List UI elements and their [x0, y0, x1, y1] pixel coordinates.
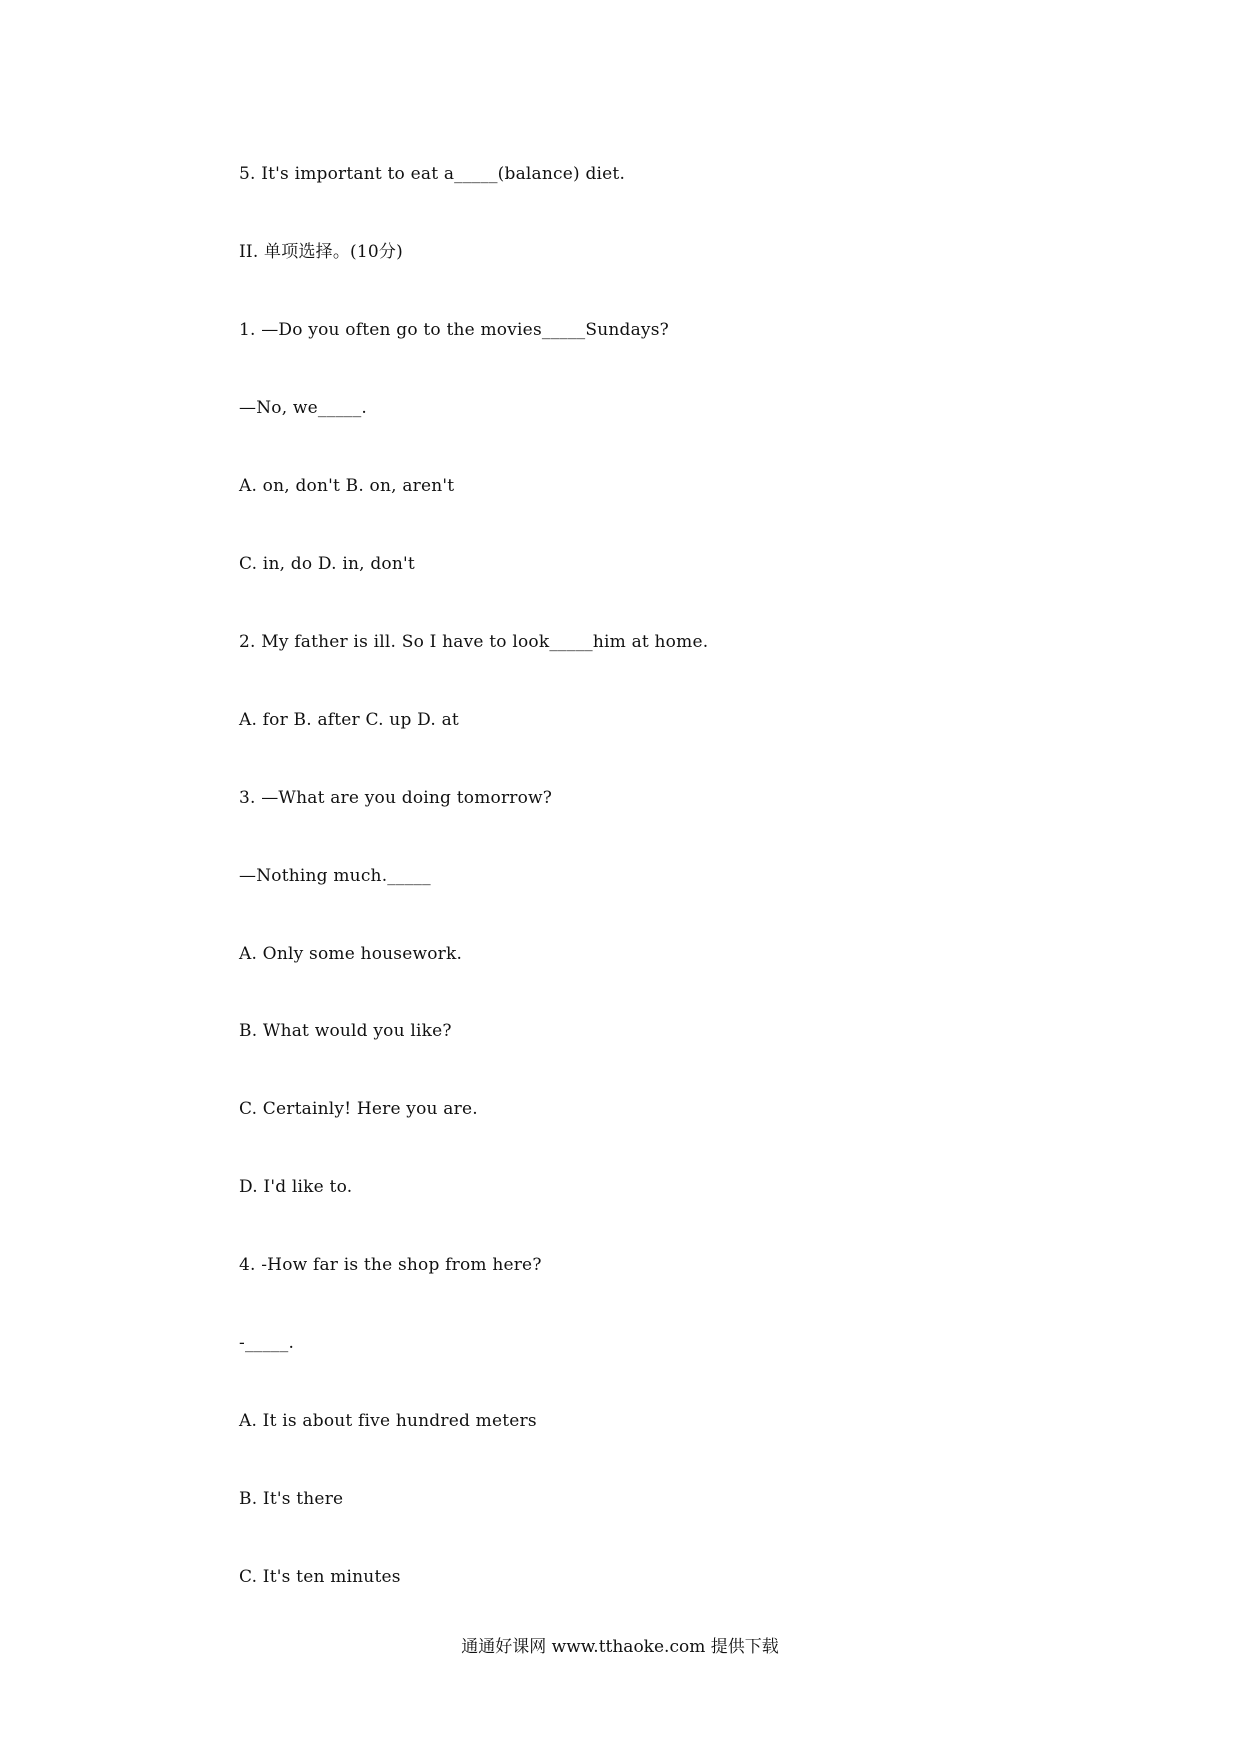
question-3-option-a: A. Only some housework. — [239, 944, 463, 964]
fill-blank-question-5: 5. It's important to eat a_____(balance) diet. — [239, 164, 626, 184]
question-3-prompt: 3. —What are you doing tomorrow? — [239, 788, 553, 808]
question-3-option-d: D. I'd like to. — [239, 1177, 353, 1197]
question-1-options-cd: C. in, do D. in, don't — [239, 554, 415, 574]
question-4-option-b: B. It's there — [239, 1489, 344, 1509]
question-2-options: A. for B. after C. up D. at — [239, 710, 459, 730]
question-4-prompt: 4. -How far is the shop from here? — [239, 1255, 542, 1275]
question-1-options-ab: A. on, don't B. on, aren't — [239, 476, 455, 496]
question-4-option-a: A. It is about five hundred meters — [239, 1411, 537, 1431]
question-3-option-b: B. What would you like? — [239, 1021, 452, 1041]
question-2-prompt: 2. My father is ill. So I have to look_____him at home. — [239, 632, 709, 652]
page-footer: 通通好课网 www.tthaoke.com 提供下载 — [461, 1637, 779, 1657]
section-heading-multiple-choice: II. 单项选择。(10分) — [239, 242, 403, 262]
question-4-reply: -_____. — [239, 1333, 295, 1353]
question-1-reply: —No, we_____. — [239, 398, 368, 418]
question-3-option-c: C. Certainly! Here you are. — [239, 1099, 478, 1119]
question-4-option-c: C. It's ten minutes — [239, 1567, 401, 1587]
question-3-reply: —Nothing much._____ — [239, 866, 431, 886]
question-1-prompt: 1. —Do you often go to the movies_____Sundays? — [239, 320, 669, 340]
